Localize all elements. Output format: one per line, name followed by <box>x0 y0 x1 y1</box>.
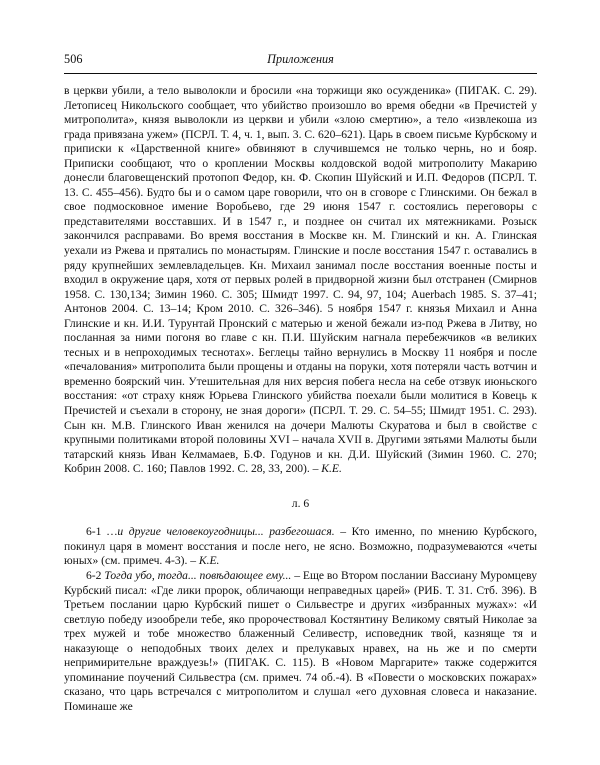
commentary-paragraph <box>64 84 537 477</box>
commentary-text: в церкви убили, а тело выволокли и бросили «на торжищи яко осужденика» (ПИГАК. С. 29). Летописец Никольского сообщает, что убийство произошло во время обедни «в Пречистей у митрополита», князя выволокли из церкви и убили «злою смертию», а тело «извлекоша из града привязана ужем» (ПСРЛ. Т. 4, ч. 1, вып. 3. С. 620–621). Царь в своем письме Курбскому и приписки к «Царственной книге» обвиняют в случившемся не только чернь, но и бояр. Приписки сообщают, что о кроплении Москвы колдовской водой митрополиту Макарию донесли благовещенский протопоп Федор, кн. Ф. Скопин Шуйский и И.П. Федоров (ПСРЛ. Т. 13. С. 455–456). Будто бы и о самом царе говорили, что он в сговоре с Глинскими. Он бежал в свое подмосковное имение Воробьево, где 29 июня 1547 г. состоялись переговоры с представителями восставших. И в 1547 г., и позднее он считал их мятежниками. Розыск закончился расправами. Во время восстания в Москве кн. М. Глинский и кн. А. Глинская уехали из Ржева и прятались по монастырям. Глинские и после восстания 1547 г. оставались в ряду крупнейших землевладельцев. Кн. Михаил занимал после восстания военные посты и входил в окружение царя, хотя от первых ролей в придворной жизни был отстранен (Смирнов 1958. С. 130,134; Зимин 1960. С. 305; Шмидт 1997. С. 94, 97, 104; Auerbach 1985. S. 37–41; Антонов 2004. С. 13–14; Кром 2010. С. 326–346). 5 ноября 1547 г. князья Михаил и Анна Глинские и кн. И.И. Турунтай Пронский с матерью и женой бежали из-под Ржева в Литву, но посланная за ними погоня во главе с кн. П.И. Шуйским нагнала перебежчиков «в великих тесных и в непроходимых теснотах». Беглецы тайно вернулись в Москву 11 ноября и после «печалования» митрополита были прощены и отданы на поруки, хотя потеряли часть вотчин и временно боярский чин. Утешительная для них версия побега несла на себе отзвук июньского восстания: «от страху княж Юрьева Глинского убийства поехали были молитися в Ковець к Пречистей и съехали в сторону, не зная дороги» (ПСРЛ. Т. 29. С. 54–55; Шмидт 1951. С. 293). Сын кн. М.В. Глинского Иван женился на дочери Малюты Скуратова и был в свойстве с крупными политиками второй половины XVI – начала XVII в. Другими зятьями Малюты были татарский князь Иван Келмамаев, Б.Ф. Годунов и кн. Д.И. Шуйский (Зимин 1960. С. 270; Кобрин 2008. С. 160; Павлов 1992. С. 28, 33, 200). – <box>64 84 537 476</box>
commentary-signature: К.Е. <box>321 462 342 476</box>
note-6-2-number: 6-2 <box>86 568 105 582</box>
note-6-2-text: – Еще во Втором послании Вассиану Муромцеву Курбский писал: «Где лики пророк, обличающи неправедных царей» (РИБ. Т. 31. Стб. 396). В Третьем послании царю Курбский пишет о Сильвестре и других «избранных мужах»: «И светлую победу изообрели тебе, яко пророчествовал Костянтину Великому святый Николае за трех мужей и тобе множество блаженный Селивестр, исповедник твой, казняще тя и наказующе о неподобных твоих делех и прелукавых нравех, на нь же и по смерти непримирительне враждуезь!» (ПИГАК. С. 115). В «Новом Маргарите» также содержится упоминание поучений Сильвестра (см. примеч. 74 об.-4). В «Повести о московских пожарах» сказано, что царь встречался с митрополитом и слушал «его духовная словеса и наказание. Поминаше же <box>64 568 538 713</box>
page-content <box>64 50 537 714</box>
note-6-1-lemma: …и другие человекоугодницы... разбегошася. <box>107 525 335 539</box>
header-divider <box>64 73 537 74</box>
note-6-2-lemma: Тогда убо, тогда... повѣдающее ему... <box>104 568 292 582</box>
note-6-1 <box>64 525 537 569</box>
running-title: Приложения <box>267 52 334 66</box>
folio-heading: л. 6 <box>291 496 310 510</box>
note-6-1-text: – Кто именно, по мнению Курбского, покинул царя в момент восстания и после него, не ясно. Возможно, подразумеваются «четы юных» (см. примеч. 4-3). – <box>64 525 537 568</box>
running-head <box>64 50 537 72</box>
note-6-1-number: 6-1 <box>86 525 108 539</box>
note-6-1-signature: К.Е. <box>198 554 220 568</box>
page-number: 506 <box>64 52 83 66</box>
note-6-2 <box>64 569 537 714</box>
